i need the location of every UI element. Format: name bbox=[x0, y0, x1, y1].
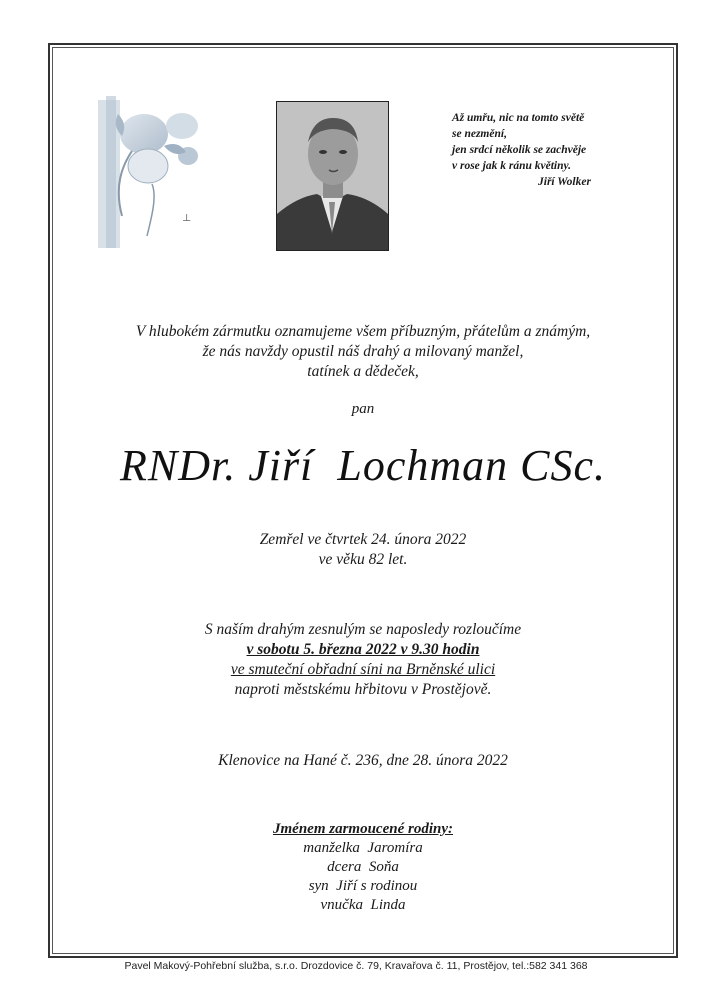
deceased-name: RNDr. Jiří Lochman CSc. bbox=[120, 441, 606, 490]
family-member: manželka Jaromíra bbox=[303, 840, 423, 856]
family-heading: Jménem zarmoucené rodiny: bbox=[273, 821, 453, 837]
funeral-service-footer: Pavel Makový-Pohřební služba, s.r.o. Drozdovice č. 79, Kravařova č. 11, Prostějov, tel.:582 341 368 bbox=[124, 960, 588, 972]
quote-author: Jiří Wolker bbox=[538, 176, 591, 188]
family-member: syn Jiří s rodinou bbox=[308, 878, 418, 894]
svg-text:⊥: ⊥ bbox=[182, 213, 192, 224]
quote-line: jen srdcí několik se zachvěje bbox=[452, 144, 587, 156]
death-info bbox=[60, 530, 666, 570]
family-signature bbox=[60, 820, 666, 915]
poem-quote bbox=[452, 110, 652, 190]
flower-decoration-icon bbox=[92, 96, 210, 248]
quote-line: Až umřu, nic na tomto světě bbox=[452, 112, 585, 124]
funeral-info bbox=[60, 620, 666, 700]
portrait-photo bbox=[276, 101, 389, 251]
place-and-date: Klenovice na Hané č. 236, dne 28. února 2022 bbox=[218, 752, 508, 769]
announcement-intro bbox=[60, 322, 666, 382]
quote-line: se nezmění, bbox=[452, 128, 507, 140]
intro-line: že nás navždy opustil náš drahý a milovaný manžel, bbox=[202, 343, 524, 360]
funeral-datetime: v sobotu 5. března 2022 v 9.30 hodin bbox=[246, 641, 480, 658]
intro-line: V hlubokém zármutku oznamujeme všem příbuzným, přátelům a známým, bbox=[135, 323, 591, 340]
pan-label: pan bbox=[351, 401, 375, 417]
funeral-line: S naším drahým zesnulým se naposledy rozloučíme bbox=[204, 621, 522, 638]
death-date: Zemřel ve čtvrtek 24. února 2022 bbox=[259, 531, 467, 548]
death-age: ve věku 82 let. bbox=[318, 551, 408, 568]
intro-line: tatínek a dědeček, bbox=[307, 363, 419, 380]
family-member: dcera Soňa bbox=[327, 859, 399, 875]
funeral-venue: ve smuteční obřadní síni na Brněnské ulici bbox=[230, 661, 496, 678]
funeral-location: naproti městskému hřbitovu v Prostějově. bbox=[234, 681, 492, 698]
family-member: vnučka Linda bbox=[320, 897, 406, 913]
quote-line: v rose jak k ránu květiny. bbox=[452, 160, 572, 172]
